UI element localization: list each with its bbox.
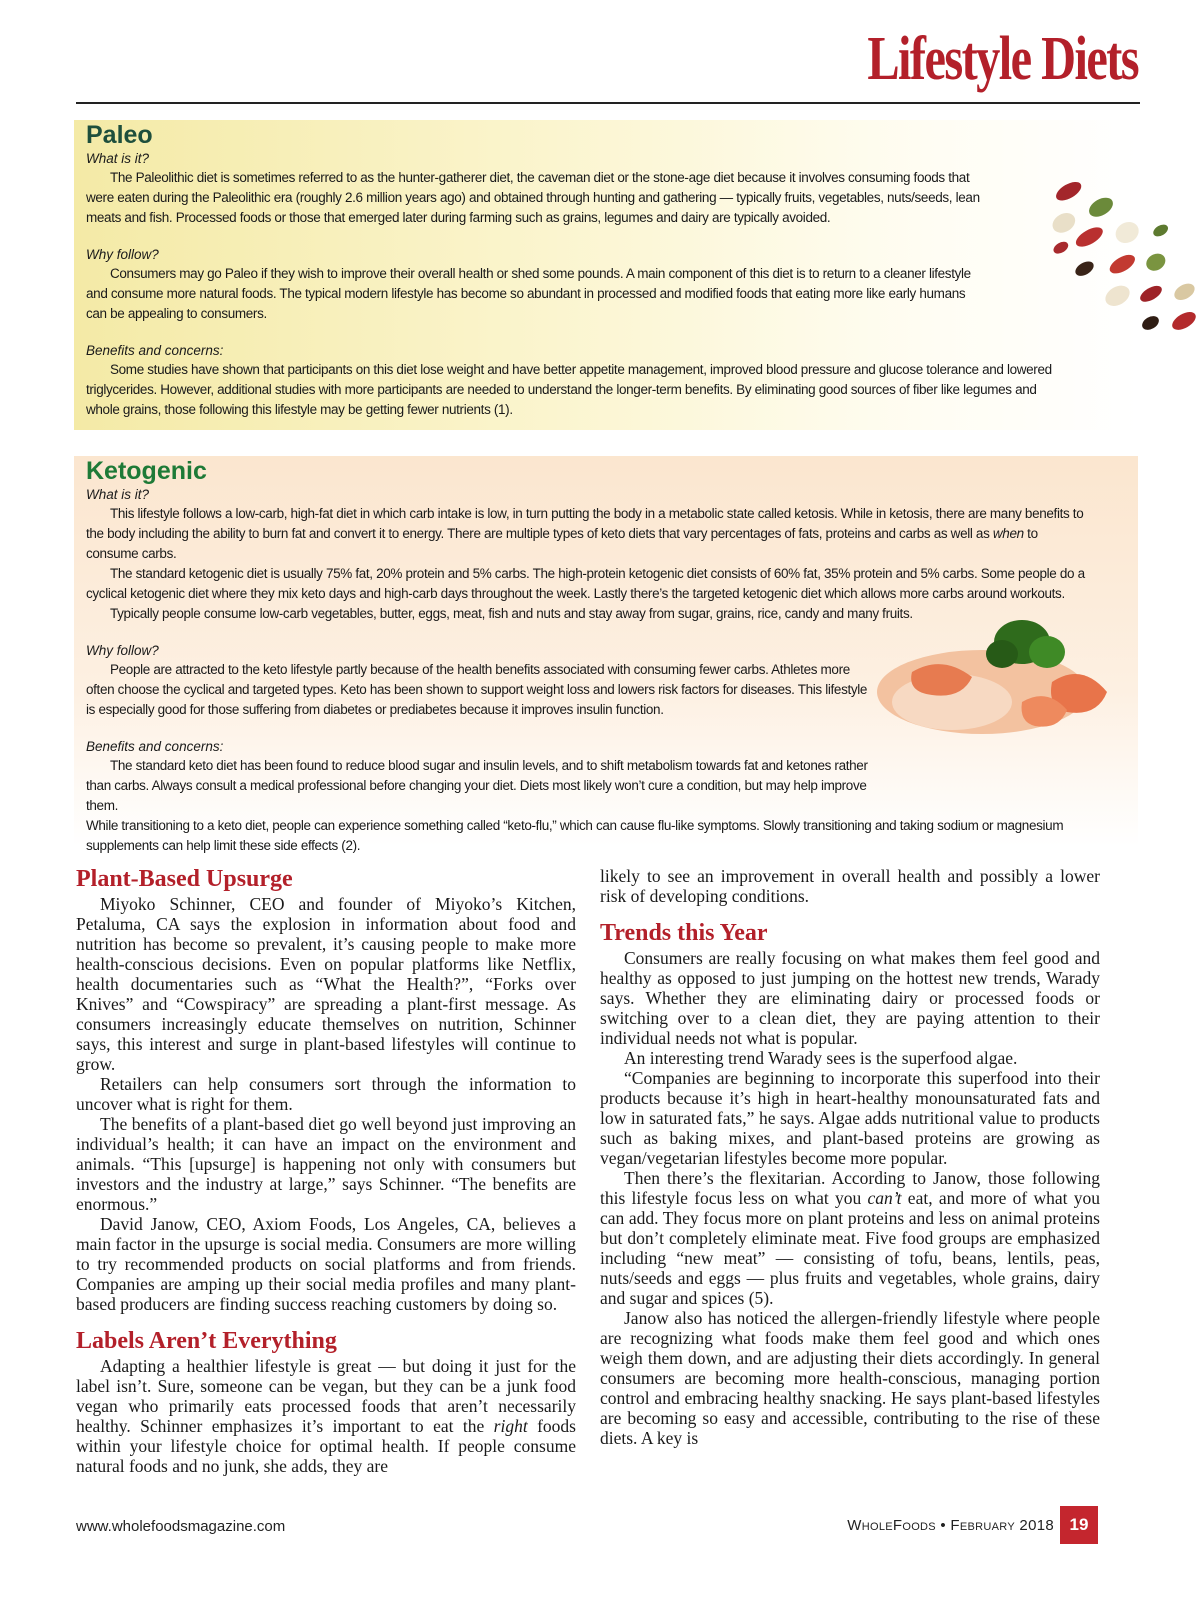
heading-labels: Labels Aren’t Everything [76,1328,337,1354]
heading-plant-based: Plant-Based Upsurge [76,866,293,892]
paragraph: Adapting a healthier lifestyle is great — but doing it just for the label isn’t. Sure, someone can be vegan, but they can be a junk food vegan who primarily eats processed foods that aren’t necessarily healthy. Schinner emphasizes it’s important to eat the right foods within your lifestyle choice for optimal health. If people consume natural foods and no junk, she adds, they are [76,1356,576,1476]
paleo-what-text: The Paleolithic diet is sometimes referred to as the hunter-gatherer diet, the caveman diet or the stone-age diet because it involves consuming foods that were eaten during the Paleolithic era (roughly 2.6 million years ago) and obtained through hunting and gathering — typically fruits, vegetables, nuts/seeds, lean meats and fish. Processed foods or those that emerged later during farming such as grains, legumes and dairy are typically avoided. [86,170,980,225]
shrimp-meat-image [872,612,1122,742]
page-title: Lifestyle Diets [867,25,1138,93]
paragraph: Then there’s the flexitarian. According to Janow, those following this lifestyle focus less on what you can’t eat, and more of what you can add. They focus more on plant proteins and less on animal proteins but don’t completely eliminate meat. Five food groups are emphasized including “new meat” — consisting of tofu, beans, lentils, peas, nuts/seeds and eggs — plus fruits and vegetables, whole grains, dairy and sugar and spices (5). [600,1168,1101,1308]
paragraph: David Janow, CEO, Axiom Foods, Los Angeles, CA, believes a main factor in the upsurge is social media. Consumers are more willing to try recommended products on social platforms and from friends. Companies are amping up their social media profiles and many plant-based producers are finding success reaching customers by doing so. [76,1214,576,1314]
keto-why-text: People are attracted to the keto lifestyle partly because of the health benefits associated with consuming fewer carbs. Athletes more often choose the cyclical and targeted types. Keto has been shown to support weight loss and lowers risk factors for diseases. This lifestyle is especially good for those suffering from diabetes or prediabetes because it improves insulin function. [86,662,868,717]
keto-why-label: Why follow? [86,643,159,658]
keto-what-text-3: Typically people consume low-carb vegetables, butter, eggs, meat, fish and nuts and stay away from sugar, grains, rice, candy and many fruits. [110,606,913,621]
article-column-right [600,866,1100,1448]
paragraph: The benefits of a plant-based diet go well beyond just improving an individual’s health; it can have an impact on the environment and animals. “This [upsurge] is happening not only with consumers but investors and the industry at large,” says Schinner. “The benefits are enormous.” [76,1114,576,1214]
page-number: 19 [1060,1506,1098,1544]
nuts-berries-image [1028,148,1198,368]
footer-magazine-issue: WholeFoods • February 2018 [847,1517,1054,1534]
header-divider [76,102,1140,104]
paleo-title: Paleo [86,121,153,149]
keto-title: Ketogenic [86,457,207,485]
paragraph: Miyoko Schinner, CEO and founder of Miyoko’s Kitchen, Petaluma, CA says the explosion in information about food and nutrition has become so prevalent, it’s causing people to make more health-conscious decisions. Even on popular platforms like Netflix, health documentaries such as “What the Health?”, “Forks over Knives” and “Cowspiracy” are spreading a plant-first message. As consumers increasingly educate themselves on nutrition, Schinner says, this interest and surge in plant-based lifestyles will continue to grow. [76,894,576,1074]
keto-benefits-text-1: The standard keto diet has been found to reduce blood sugar and insulin levels, and to shift metabolism towards fat and ketones rather than carbs. Always consult a medical professional before changing your diet. Diets most likely won’t cure a condition, but may help improve them. [86,758,868,813]
paragraph: An interesting trend Warady sees is the superfood algae. [624,1048,1018,1068]
article-column-left [76,866,576,1476]
paragraph: Consumers are really focusing on what makes them feel good and healthy as opposed to just jumping on the hottest new trends, Warady says. Whether they are eliminating dairy or processed foods or switching over to a clean diet, they are paying attention to their individual needs not what is popular. [600,948,1100,1048]
paleo-what-label: What is it? [86,151,150,166]
keto-what-label: What is it? [86,487,150,502]
paragraph: Janow also has noticed the allergen-friendly lifestyle where people are recognizing what foods make them feel good and which ones weigh them down, and are adjusting their diets accordingly. In general consumers are becoming more health-conscious, managing portion control and embracing healthy snacking. He says plant-based lifestyles are becoming so easy and accessible, contributing to the rise of these diets. A key is [600,1308,1100,1448]
paleo-why-label: Why follow? [86,247,159,262]
paleo-why-text: Consumers may go Paleo if they wish to improve their overall health or shed some pounds. A main component of this diet is to return to a cleaner lifestyle and consume more natural foods. The typical modern lifestyle has become so abundant in processed and modified foods that eating more like early humans can be appealing to consumers. [86,266,971,321]
paleo-box [74,120,1138,430]
keto-what-text-1: This lifestyle follows a low-carb, high-fat diet in which carb intake is low, in turn putting the body in a metabolic state called ketosis. While in ketosis, there are many benefits to the body including the ability to burn fat and convert it to energy. There are multiple types of keto diets that vary percentages of fats, proteins and carbs as well as when to consume carbs. [86,506,1084,561]
paragraph: Retailers can help consumers sort through the information to uncover what is right for them. [76,1074,576,1114]
paragraph: likely to see an improvement in overall health and possibly a lower risk of developing conditions. [600,866,1100,906]
paleo-benefits-label: Benefits and concerns: [86,343,224,358]
paragraph: “Companies are beginning to incorporate this superfood into their products because it’s high in heart-healthy monounsaturated fats and low in saturated fats,” he says. Algae adds nutritional value to products such as baking mixes, and plant-based proteins are growing as vegan/vegetarian lifestyles become more popular. [600,1068,1100,1168]
keto-what-text-2: The standard ketogenic diet is usually 75% fat, 20% protein and 5% carbs. The high-protein ketogenic diet consists of 60% fat, 35% protein and 5% carbs. Some people do a cyclical ketogenic diet where they mix keto days and high-carb days throughout the week. Lastly there’s the targeted ketogenic diet which allows more carbs around workouts. [86,566,1085,601]
keto-benefits-label: Benefits and concerns: [86,739,224,754]
paleo-benefits-text: Some studies have shown that participants on this diet lose weight and have better appetite management, improved blood pressure and glucose tolerance and lowered triglycerides. However, additional studies with more participants are needed to understand the longer-term benefits. By eliminating good sources of fiber like legumes and whole grains, those following this lifestyle may be getting fewer nutrients (1). [86,362,1052,417]
footer-url[interactable]: www.wholefoodsmagazine.com [76,1518,286,1535]
keto-benefits-text-2: While transitioning to a keto diet, people can experience something called “keto-flu,” which can cause flu-like symptoms. Slowly transitioning and taking sodium or magnesium supplements can help limit these side effects (2). [86,818,1064,853]
heading-trends: Trends this Year [600,920,768,946]
